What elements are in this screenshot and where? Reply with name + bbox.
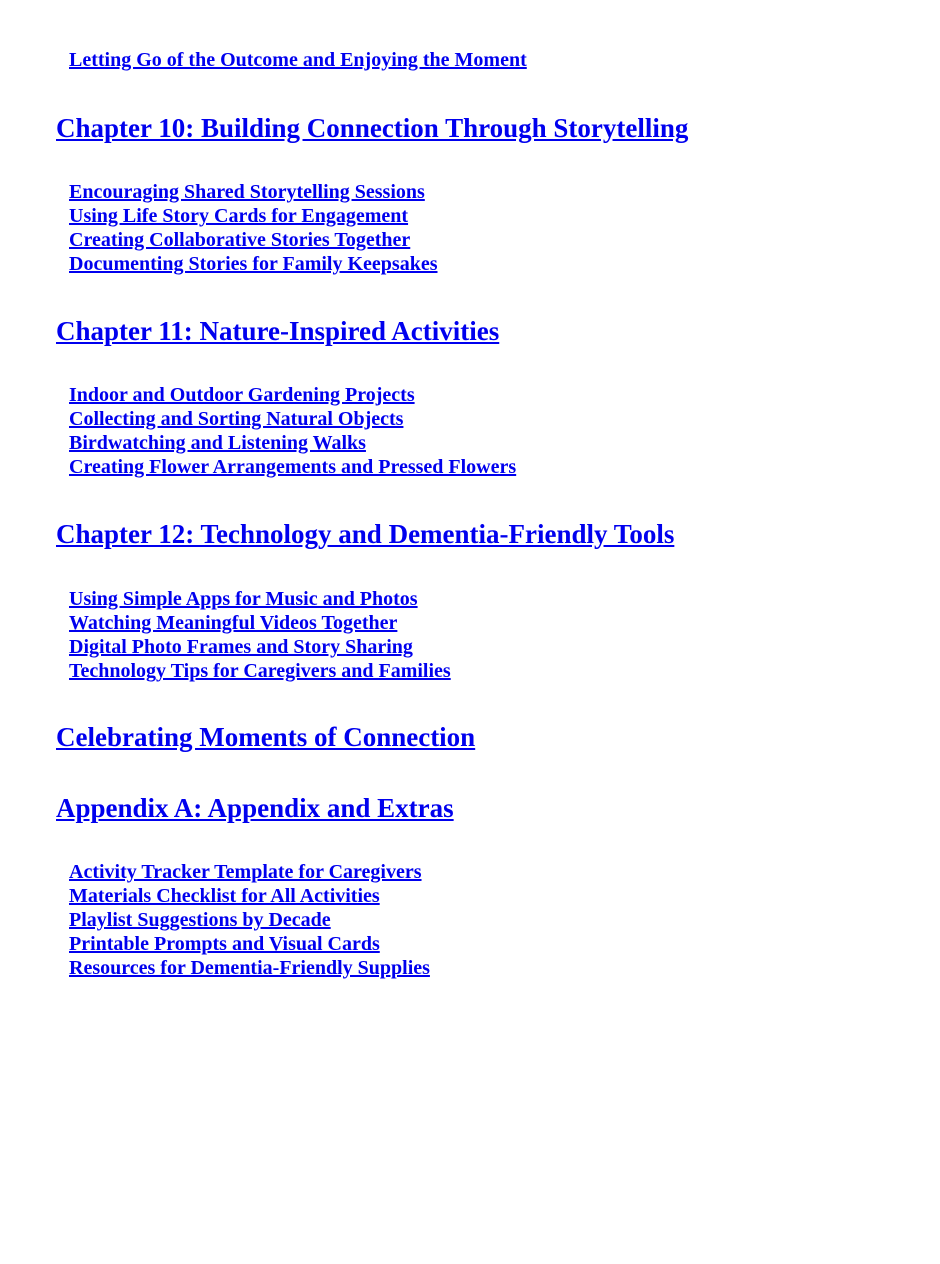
- list-item: [69, 611, 451, 635]
- toc-link-resources-supplies[interactable]: Resources for Dementia-Friendly Supplies: [69, 957, 430, 979]
- list-item: [69, 228, 438, 252]
- list-item: [69, 956, 430, 980]
- list-item: [69, 383, 516, 407]
- toc-link-playlist-suggestions[interactable]: Playlist Suggestions by Decade: [69, 909, 331, 931]
- toc-link-flower-arrangements[interactable]: Creating Flower Arrangements and Pressed Flowers: [69, 456, 517, 478]
- toc-link-gardening-projects[interactable]: Indoor and Outdoor Gardening Projects: [69, 384, 415, 406]
- list-item: [69, 431, 516, 455]
- list-item: [69, 860, 430, 884]
- toc-chapter-11[interactable]: Chapter 11: Nature-Inspired Activities: [56, 316, 500, 346]
- toc-link-materials-checklist[interactable]: Materials Checklist for All Activities: [69, 885, 380, 907]
- toc-link-activity-tracker[interactable]: Activity Tracker Template for Caregivers: [69, 861, 422, 883]
- list-item: [69, 455, 516, 479]
- toc-link-shared-storytelling[interactable]: Encouraging Shared Storytelling Sessions: [69, 181, 425, 203]
- list-item: [69, 204, 438, 228]
- list-item: [69, 252, 438, 276]
- chapter-10-sections: [69, 180, 438, 276]
- list-item: [69, 932, 430, 956]
- list-item: [69, 407, 516, 431]
- list-item: [69, 180, 438, 204]
- toc-link-technology-tips[interactable]: Technology Tips for Caregivers and Families: [69, 660, 451, 682]
- toc-link-family-keepsakes[interactable]: Documenting Stories for Family Keepsakes: [69, 253, 438, 275]
- toc-link-life-story-cards[interactable]: Using Life Story Cards for Engagement: [69, 205, 409, 227]
- toc-link-collaborative-stories[interactable]: Creating Collaborative Stories Together: [69, 229, 411, 251]
- list-item: [69, 908, 430, 932]
- toc-link-simple-apps[interactable]: Using Simple Apps for Music and Photos: [69, 588, 418, 610]
- toc-link-printable-prompts[interactable]: Printable Prompts and Visual Cards: [69, 933, 380, 955]
- toc-appendix-a[interactable]: Appendix A: Appendix and Extras: [56, 793, 454, 823]
- list-item: [69, 635, 451, 659]
- toc-celebrating-moments[interactable]: Celebrating Moments of Connection: [56, 722, 476, 752]
- toc-link-meaningful-videos[interactable]: Watching Meaningful Videos Together: [69, 612, 398, 634]
- chapter-12-sections: [69, 587, 451, 683]
- appendix-sections: [69, 860, 430, 980]
- toc-chapter-12[interactable]: Chapter 12: Technology and Dementia-Friendly Tools: [56, 519, 675, 549]
- toc-chapter-10[interactable]: Chapter 10: Building Connection Through Storytelling: [56, 113, 689, 143]
- toc-link-natural-objects[interactable]: Collecting and Sorting Natural Objects: [69, 408, 404, 430]
- toc-link-digital-photo-frames[interactable]: Digital Photo Frames and Story Sharing: [69, 636, 413, 658]
- toc-link-birdwatching[interactable]: Birdwatching and Listening Walks: [69, 432, 366, 454]
- list-item: [69, 659, 451, 683]
- list-item: [69, 587, 451, 611]
- toc-link-letting-go[interactable]: Letting Go of the Outcome and Enjoying the Moment: [69, 49, 527, 71]
- list-item: [69, 884, 430, 908]
- chapter-11-sections: [69, 383, 516, 479]
